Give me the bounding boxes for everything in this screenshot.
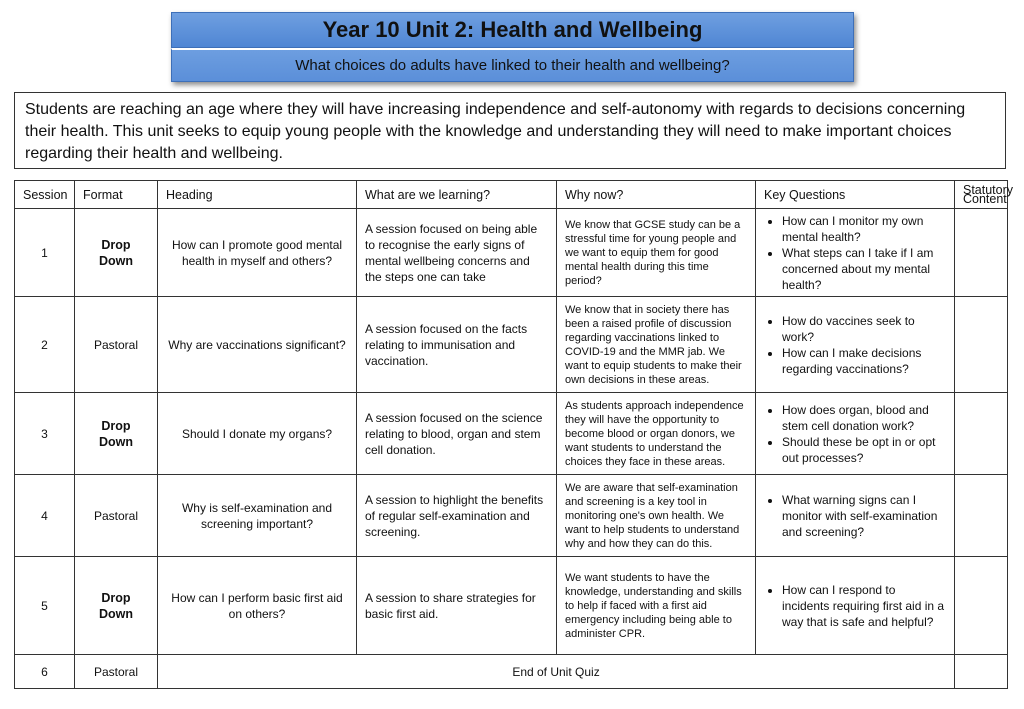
statutory-cell	[955, 297, 1008, 393]
key-question: • How can I make decisions regarding vaccinations?	[782, 345, 946, 377]
page-title: Year 10 Unit 2: Health and Wellbeing	[171, 12, 854, 48]
session-number: 3	[15, 393, 75, 475]
format-cell: Drop Down	[75, 393, 158, 475]
table-row	[15, 655, 1008, 689]
key-question: • How can I monitor my own mental health?	[782, 213, 946, 245]
table-row	[15, 209, 1008, 297]
statutory-cell	[955, 655, 1008, 689]
key-question: • How do vaccines seek to work?	[782, 313, 946, 345]
key-questions-cell	[756, 297, 955, 393]
session-number: 1	[15, 209, 75, 297]
table-row	[15, 475, 1008, 557]
key-question: • How does organ, blood and stem cell donation work?	[782, 402, 946, 434]
key-question: • Should these be opt in or opt out processes?	[782, 434, 946, 466]
format-cell: Drop Down	[75, 557, 158, 655]
key-question: • How can I respond to incidents requiring first aid in a way that is safe and helpful?	[782, 582, 946, 630]
col-header-key-questions: Key Questions	[756, 181, 955, 209]
heading-cell: How can I perform basic first aid on others?	[158, 557, 357, 655]
session-number: 5	[15, 557, 75, 655]
intro-text: Students are reaching an age where they will have increasing independence and self-autonomy with regards to decisions concerning their health. This unit seeks to equip young people with the knowledge and understanding they will need to make important choices regarding their health and wellbeing.	[14, 92, 1006, 169]
why-cell: We want students to have the knowledge, understanding and skills to help if faced with a first aid emergency including being able to administer CPR.	[557, 557, 756, 655]
lesson-plan-table	[14, 180, 1014, 689]
col-header-format: Format	[75, 181, 158, 209]
format-cell: Drop Down	[75, 209, 158, 297]
col-header-session: Session	[15, 181, 75, 209]
learning-cell: A session focused on the science relating to blood, organ and stem cell donation.	[357, 393, 557, 475]
why-cell: We know that GCSE study can be a stressful time for young people and we want to equip them for good mental health during this time period?	[557, 209, 756, 297]
statutory-cell	[955, 475, 1008, 557]
col-header-heading: Heading	[158, 181, 357, 209]
session-number: 4	[15, 475, 75, 557]
heading-cell: Why are vaccinations significant?	[158, 297, 357, 393]
table-row	[15, 297, 1008, 393]
learning-cell: A session focused on the facts relating to immunisation and vaccination.	[357, 297, 557, 393]
key-questions-cell	[756, 557, 955, 655]
heading-cell: How can I promote good mental health in myself and others?	[158, 209, 357, 297]
page-subtitle: What choices do adults have linked to their health and wellbeing?	[171, 48, 854, 82]
format-cell: Pastoral	[75, 475, 158, 557]
learning-cell: A session to highlight the benefits of regular self-examination and screening.	[357, 475, 557, 557]
statutory-cell	[955, 557, 1008, 655]
key-question: • What steps can I take if I am concerned about my mental health?	[782, 245, 946, 293]
format-cell: Pastoral	[75, 297, 158, 393]
end-of-unit-quiz-cell: End of Unit Quiz	[158, 655, 955, 689]
key-questions-cell	[756, 393, 955, 475]
col-header-statutory: Statutory Content	[955, 181, 1008, 209]
table-header-row	[15, 181, 1008, 209]
why-cell: We know that in society there has been a raised profile of discussion regarding vaccinations linked to COVID-19 and the MMR jab. We want to equip students to make their own decisions in these areas.	[557, 297, 756, 393]
col-header-why: Why now?	[557, 181, 756, 209]
key-question: • What warning signs can I monitor with self-examination and screening?	[782, 492, 946, 540]
title-banner	[171, 12, 854, 82]
why-cell: We are aware that self-examination and screening is a key tool in monitoring one's own health. We want to help students to understand why and how they can do this.	[557, 475, 756, 557]
session-number: 6	[15, 655, 75, 689]
why-cell: As students approach independence they will have the opportunity to become blood or organ donors, we want students to understand the choices they face in these areas.	[557, 393, 756, 475]
format-cell: Pastoral	[75, 655, 158, 689]
heading-cell: Why is self-examination and screening important?	[158, 475, 357, 557]
learning-cell: A session to share strategies for basic first aid.	[357, 557, 557, 655]
table-row	[15, 393, 1008, 475]
statutory-cell	[955, 393, 1008, 475]
heading-cell: Should I donate my organs?	[158, 393, 357, 475]
statutory-cell	[955, 209, 1008, 297]
key-questions-cell	[756, 475, 955, 557]
session-number: 2	[15, 297, 75, 393]
table-row	[15, 557, 1008, 655]
col-header-learning: What are we learning?	[357, 181, 557, 209]
learning-cell: A session focused on being able to recognise the early signs of mental wellbeing concerns and the steps one can take	[357, 209, 557, 297]
key-questions-cell	[756, 209, 955, 297]
